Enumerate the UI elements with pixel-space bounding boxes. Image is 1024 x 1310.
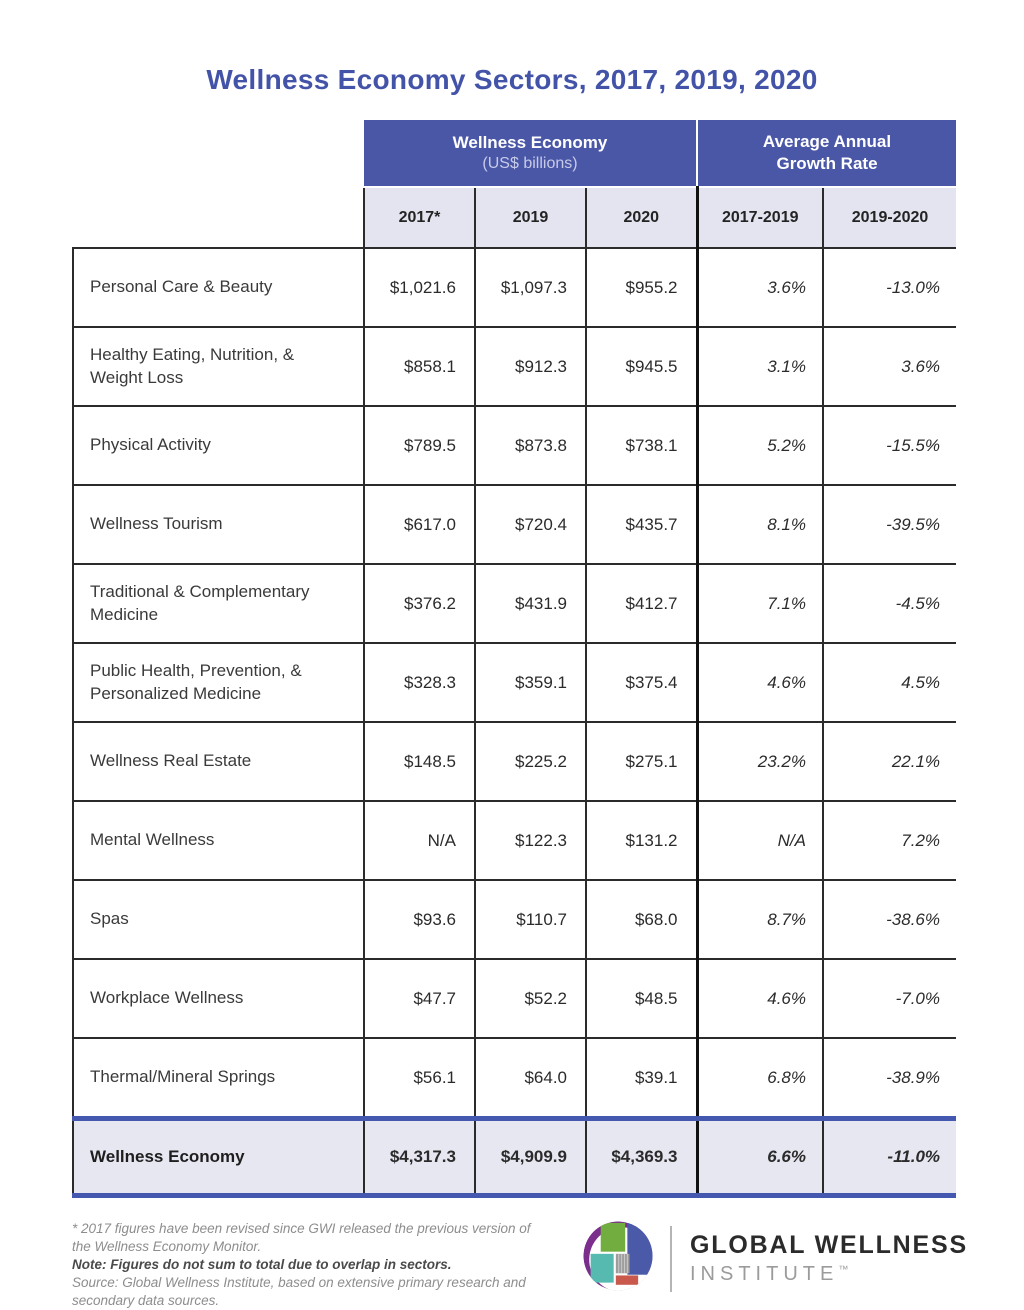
- value-2017-cell: $148.5: [364, 722, 475, 801]
- total-2020-cell: $4,369.3: [586, 1119, 697, 1196]
- value-2020-cell: $68.0: [586, 880, 697, 959]
- value-2017-cell: $56.1: [364, 1038, 475, 1119]
- sector-cell: Wellness Real Estate: [73, 722, 364, 801]
- logo-divider: [670, 1226, 672, 1292]
- sector-cell: Workplace Wellness: [73, 959, 364, 1038]
- table-row-workplace-wellness: [73, 959, 956, 1038]
- band-empty-cell: [73, 120, 364, 187]
- growth-2017-2019-cell: N/A: [697, 801, 823, 880]
- growth-2017-2019-cell: 4.6%: [697, 959, 823, 1038]
- sector-cell: Physical Activity: [73, 406, 364, 485]
- wellness-economy-table: [72, 120, 956, 1198]
- growth-2017-2019-cell: 5.2%: [697, 406, 823, 485]
- value-2019-cell: $225.2: [475, 722, 586, 801]
- logo-wordmark: [690, 1231, 968, 1286]
- growth-2019-2020-cell: -38.9%: [823, 1038, 956, 1119]
- footnote-source: Source: Global Wellness Institute, based on extensive primary research and secondary data sources.: [72, 1275, 526, 1309]
- value-2020-cell: $435.7: [586, 485, 697, 564]
- growth-2019-2020-cell: 3.6%: [823, 327, 956, 406]
- value-2020-cell: $412.7: [586, 564, 697, 643]
- value-2019-cell: $122.3: [475, 801, 586, 880]
- value-2019-cell: $873.8: [475, 406, 586, 485]
- value-2019-cell: $431.9: [475, 564, 586, 643]
- group-header-row: [73, 120, 956, 187]
- value-2017-cell: $858.1: [364, 327, 475, 406]
- value-2017-cell: $789.5: [364, 406, 475, 485]
- table-row-physical-activity: [73, 406, 956, 485]
- trademark-symbol: ™: [838, 1264, 849, 1276]
- page-title: Wellness Economy Sectors, 2017, 2019, 2020: [206, 64, 818, 95]
- total-growth-2019-2020-cell: -11.0%: [823, 1119, 956, 1196]
- sector-cell: Personal Care & Beauty: [73, 248, 364, 327]
- total-2017-cell: $4,317.3: [364, 1119, 475, 1196]
- gwi-logo-icon: [582, 1220, 654, 1297]
- growth-2019-2020-cell: -39.5%: [823, 485, 956, 564]
- column-header-2019-2020: 2019-2020: [823, 187, 956, 248]
- value-2020-cell: $39.1: [586, 1038, 697, 1119]
- table-row-thermal-springs: [73, 1038, 956, 1119]
- total-growth-2017-2019-cell: 6.6%: [697, 1119, 823, 1196]
- table-row-personal-care: [73, 248, 956, 327]
- logo-name: GLOBAL WELLNESS: [690, 1231, 968, 1259]
- corner-empty-cell: [73, 187, 364, 248]
- value-2020-cell: $275.1: [586, 722, 697, 801]
- logo-institute: INSTITUTE™: [690, 1263, 849, 1285]
- table-row-wellness-tourism: [73, 485, 956, 564]
- growth-2017-2019-cell: 23.2%: [697, 722, 823, 801]
- value-2019-cell: $64.0: [475, 1038, 586, 1119]
- table-row-public-health: [73, 643, 956, 722]
- growth-2017-2019-cell: 4.6%: [697, 643, 823, 722]
- table-row-healthy-eating: [73, 327, 956, 406]
- value-2017-cell: N/A: [364, 801, 475, 880]
- column-header-2020: 2020: [586, 187, 697, 248]
- value-2020-cell: $738.1: [586, 406, 697, 485]
- table-row-traditional-medicine: [73, 564, 956, 643]
- growth-2019-2020-cell: 22.1%: [823, 722, 956, 801]
- group-header-wellness-economy: [364, 120, 697, 187]
- sector-cell: Thermal/Mineral Springs: [73, 1038, 364, 1119]
- sector-cell: Spas: [73, 880, 364, 959]
- column-header-row: [73, 187, 956, 248]
- footnote-note: Note: Figures do not sum to total due to overlap in sectors.: [72, 1257, 452, 1273]
- growth-2017-2019-cell: 7.1%: [697, 564, 823, 643]
- table-row-spas: [73, 880, 956, 959]
- group-title-line1: Average Annual: [762, 131, 892, 151]
- value-2020-cell: $131.2: [586, 801, 697, 880]
- growth-2019-2020-cell: -7.0%: [823, 959, 956, 1038]
- figure-footer: [72, 1220, 1024, 1310]
- value-2019-cell: $1,097.3: [475, 248, 586, 327]
- value-2017-cell: $328.3: [364, 643, 475, 722]
- value-2019-cell: $52.2: [475, 959, 586, 1038]
- value-2020-cell: $955.2: [586, 248, 697, 327]
- table-total-row: [73, 1119, 956, 1196]
- sector-cell: Mental Wellness: [73, 801, 364, 880]
- total-2019-cell: $4,909.9: [475, 1119, 586, 1196]
- growth-2019-2020-cell: 4.5%: [823, 643, 956, 722]
- value-2017-cell: $93.6: [364, 880, 475, 959]
- table-row-mental-wellness: [73, 801, 956, 880]
- column-header-2017: 2017*: [364, 187, 475, 248]
- value-2017-cell: $1,021.6: [364, 248, 475, 327]
- sector-cell: Wellness Tourism: [73, 485, 364, 564]
- growth-2019-2020-cell: -13.0%: [823, 248, 956, 327]
- growth-2019-2020-cell: -4.5%: [823, 564, 956, 643]
- value-2019-cell: $110.7: [475, 880, 586, 959]
- sector-cell: Public Health, Prevention, & Personalized Medicine: [73, 643, 364, 722]
- growth-2017-2019-cell: 8.7%: [697, 880, 823, 959]
- value-2019-cell: $720.4: [475, 485, 586, 564]
- group-header-growth-rate: [697, 120, 956, 187]
- group-title: Wellness Economy: [452, 133, 608, 153]
- group-title-line2: Growth Rate: [776, 154, 878, 173]
- value-2020-cell: $945.5: [586, 327, 697, 406]
- growth-2017-2019-cell: 6.8%: [697, 1038, 823, 1119]
- column-header-2019: 2019: [475, 187, 586, 248]
- growth-2017-2019-cell: 3.6%: [697, 248, 823, 327]
- group-subtitle: (US$ billions): [482, 155, 578, 173]
- value-2017-cell: $617.0: [364, 485, 475, 564]
- value-2020-cell: $375.4: [586, 643, 697, 722]
- footnotes: [72, 1220, 542, 1310]
- growth-2019-2020-cell: -38.6%: [823, 880, 956, 959]
- growth-2019-2020-cell: 7.2%: [823, 801, 956, 880]
- growth-2019-2020-cell: -15.5%: [823, 406, 956, 485]
- growth-2017-2019-cell: 8.1%: [697, 485, 823, 564]
- sector-cell: Traditional & Complementary Medicine: [73, 564, 364, 643]
- gwi-logo: [582, 1220, 968, 1297]
- value-2017-cell: $47.7: [364, 959, 475, 1038]
- value-2019-cell: $912.3: [475, 327, 586, 406]
- value-2020-cell: $48.5: [586, 959, 697, 1038]
- value-2017-cell: $376.2: [364, 564, 475, 643]
- total-label-cell: Wellness Economy: [73, 1119, 364, 1196]
- sector-cell: Healthy Eating, Nutrition, & Weight Loss: [73, 327, 364, 406]
- footnote-asterisk: * 2017 figures have been revised since GWI released the previous version of the Wellness Economy Monitor.: [72, 1221, 531, 1255]
- growth-2017-2019-cell: 3.1%: [697, 327, 823, 406]
- value-2019-cell: $359.1: [475, 643, 586, 722]
- column-header-2017-2019: 2017-2019: [697, 187, 823, 248]
- table-row-wellness-real-estate: [73, 722, 956, 801]
